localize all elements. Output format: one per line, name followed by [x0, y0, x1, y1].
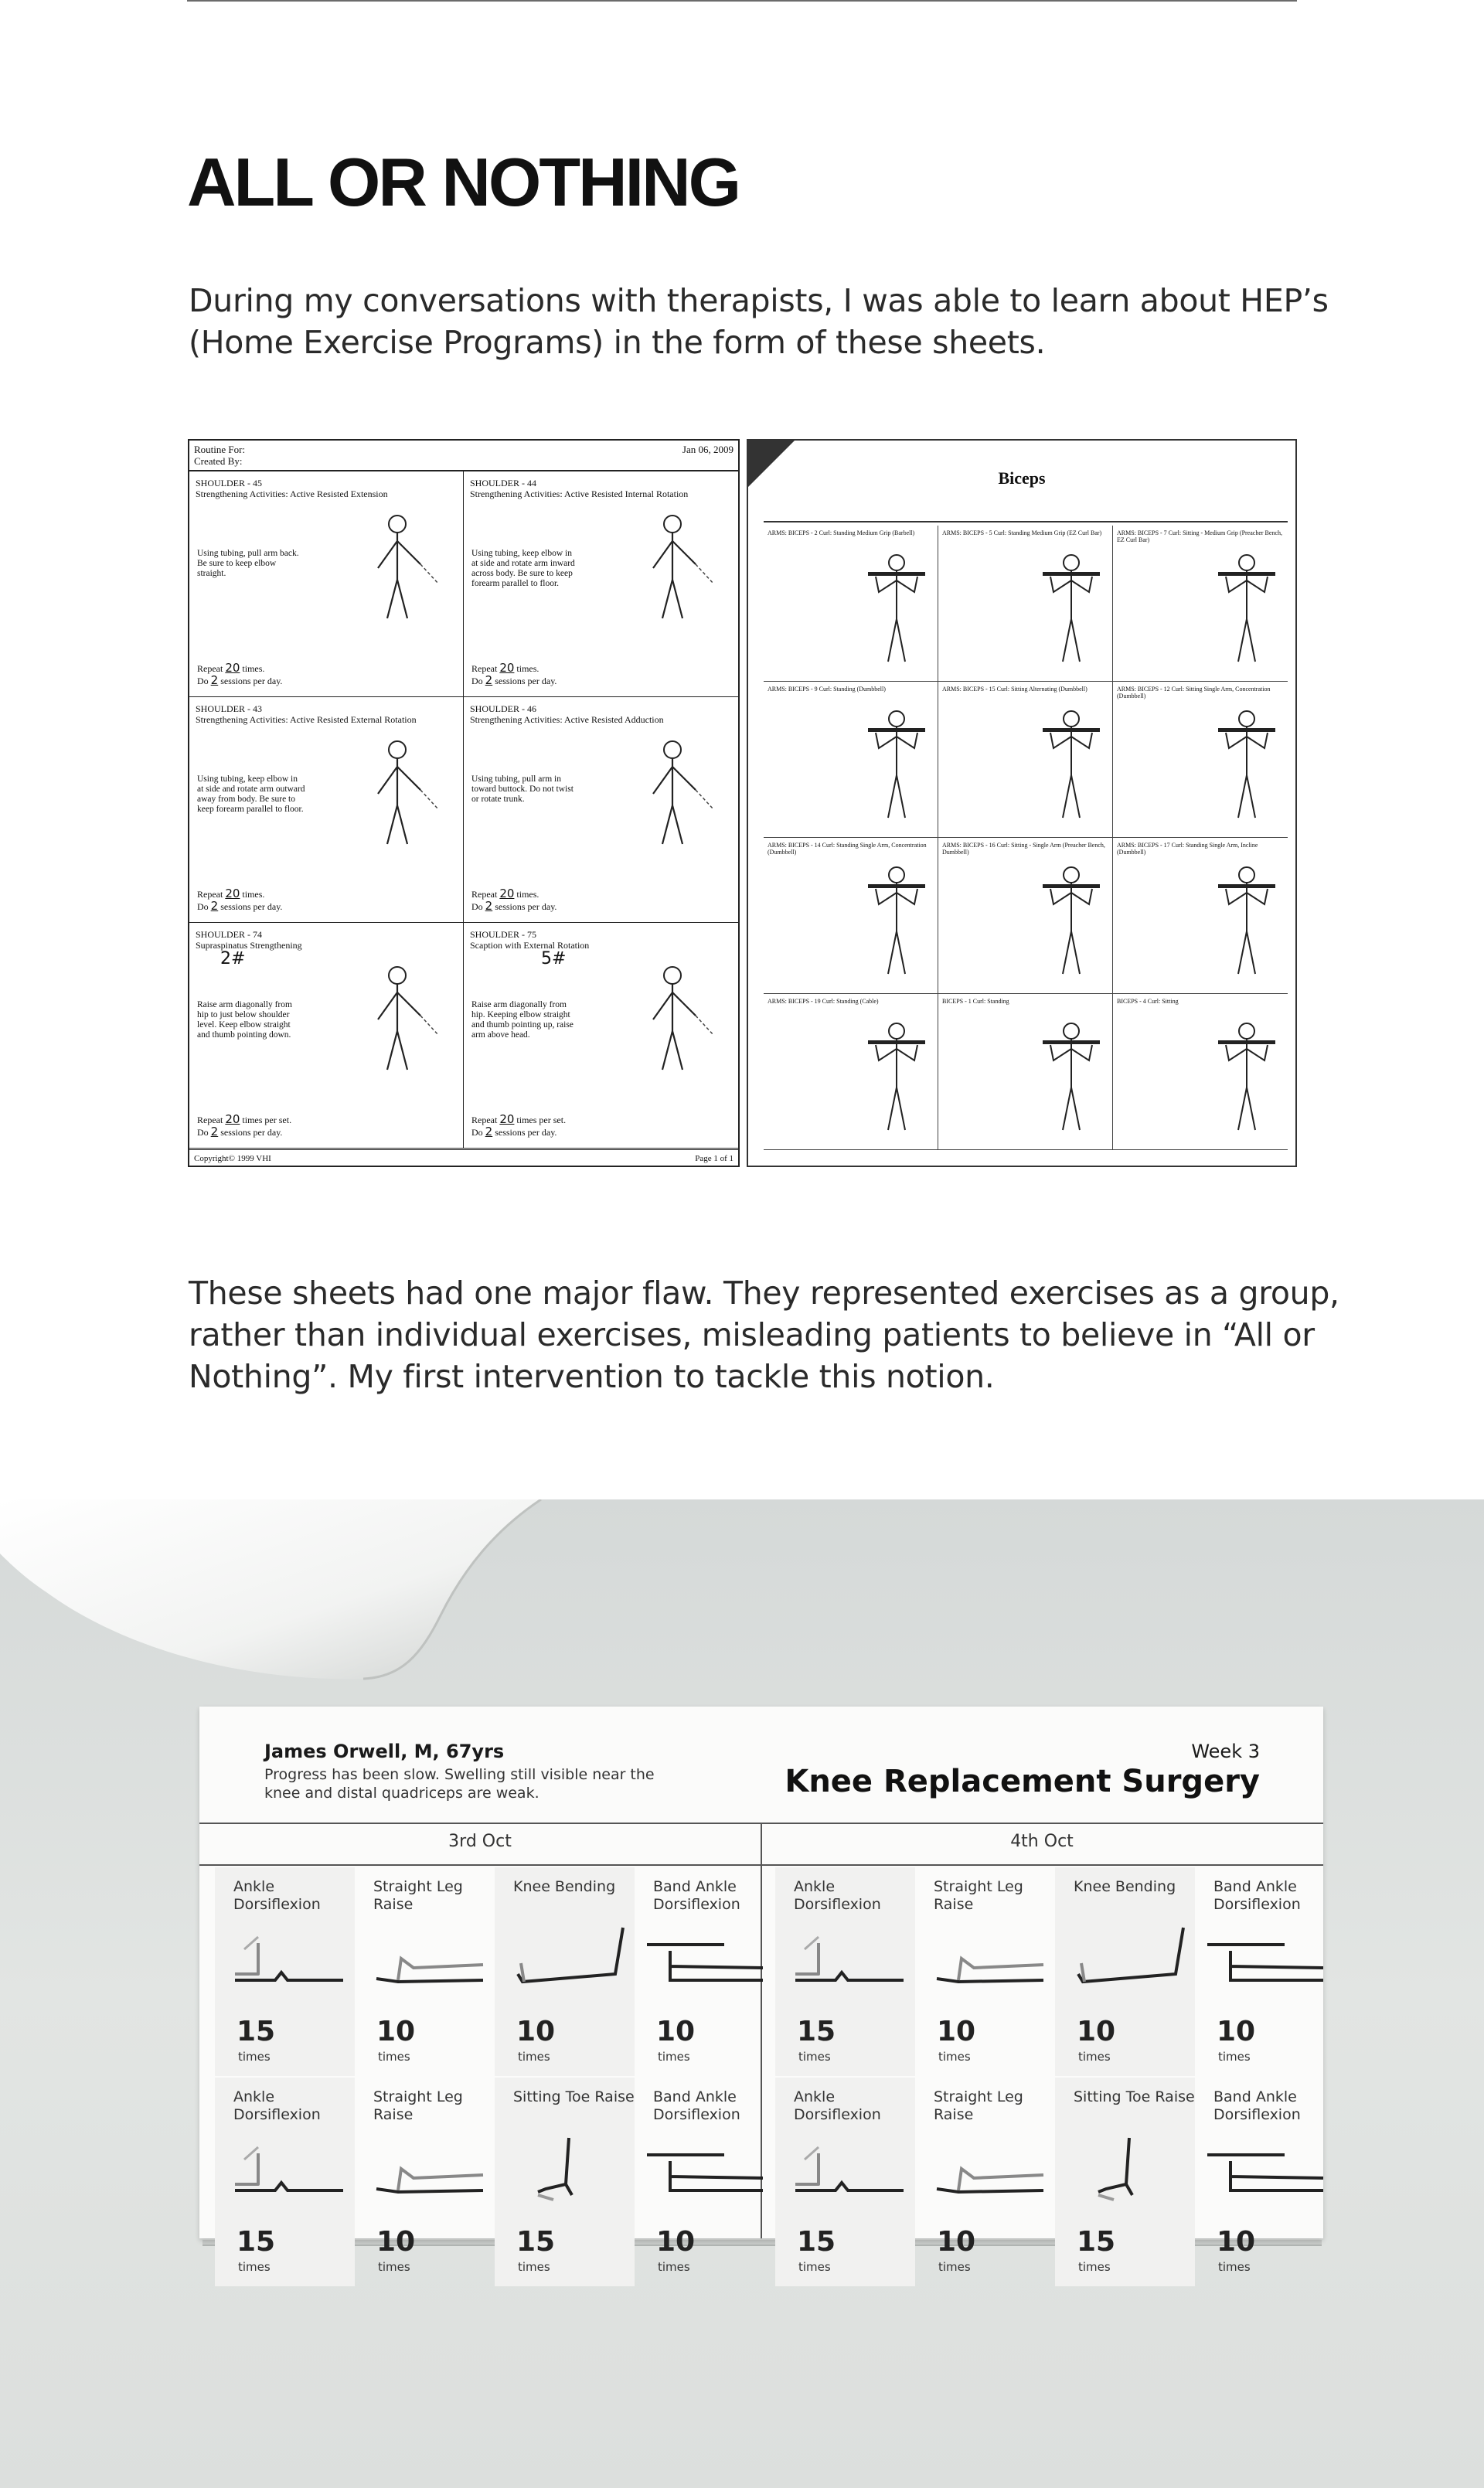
exercise-tile[interactable]	[1195, 2078, 1335, 2286]
exercise-name: Ankle Dorsiflexion	[794, 1878, 881, 1913]
biceps-exercise-cell	[764, 526, 938, 682]
times-label: times	[1218, 2050, 1251, 2064]
exercise-tile[interactable]	[495, 1867, 635, 2076]
surgery-title: Knee Replacement Surgery	[785, 1764, 1260, 1799]
repetition-info	[197, 1114, 291, 1138]
repetition-count: 15	[797, 2016, 836, 2047]
biceps-exercise-title: ARMS: BICEPS - 16 Curl: Sitting - Single Arm (Preacher Bench, Dumbbell)	[942, 842, 1105, 856]
leg-exercise-icon	[507, 1920, 631, 1997]
times-label: times	[518, 2260, 550, 2274]
exercise-tile[interactable]	[635, 1867, 774, 2076]
leg-exercise-icon	[788, 2130, 911, 2207]
repeat-count: 20	[499, 661, 515, 675]
times-label: times	[378, 2260, 410, 2274]
biceps-figure-icon	[1212, 546, 1281, 669]
exercise-name: Sitting Toe Raise	[513, 2088, 635, 2105]
leg-exercise-icon	[367, 1920, 491, 1997]
exercise-card	[199, 1707, 1323, 2274]
repeat-count: 20	[499, 1112, 515, 1126]
repeat-unit: times.	[516, 663, 539, 674]
leg-exercise-icon	[1207, 1920, 1331, 1997]
shoulder-exercise-cell	[189, 697, 464, 923]
exercise-name: Sitting Toe Raise	[1074, 2088, 1195, 2105]
leg-exercise-icon	[647, 1920, 771, 1997]
repetition-count: 15	[237, 2016, 276, 2047]
exercise-tile[interactable]	[635, 2078, 774, 2286]
exercise-name: Knee Bending	[1074, 1878, 1176, 1895]
created-label: Created By:	[194, 455, 243, 467]
biceps-exercise-title: ARMS: BICEPS - 7 Curl: Sitting - Medium Grip (Preacher Bench, EZ Curl Bar)	[1117, 529, 1282, 543]
times-label: times	[658, 2050, 690, 2064]
times-label: times	[238, 2260, 271, 2274]
shoulder-exercise-cell	[464, 471, 738, 697]
biceps-exercise-title: BICEPS - 4 Curl: Sitting	[1117, 998, 1179, 1005]
times-label: times	[798, 2050, 831, 2064]
exercise-code: SHOULDER - 46	[470, 703, 536, 714]
do-label: Do	[471, 676, 483, 686]
exercise-tile[interactable]	[1055, 1867, 1195, 2076]
biceps-figure-icon	[1036, 702, 1106, 825]
page-title: ALL OR NOTHING	[187, 144, 740, 220]
repetition-count: 15	[1077, 2226, 1116, 2258]
biceps-exercise-cell	[938, 526, 1113, 682]
exercise-subtitle: Strengthening Activities: Active Resisted Internal Rotation	[470, 488, 689, 499]
times-label: times	[938, 2050, 971, 2064]
copyright: Copyright© 1999 VHI	[194, 1154, 271, 1163]
do-label: Do	[197, 901, 209, 912]
repetition-count: 10	[937, 2016, 976, 2047]
biceps-figure-icon	[1212, 1014, 1281, 1138]
repetition-count: 15	[516, 2226, 556, 2258]
shoulder-exercise-cell	[464, 923, 738, 1149]
biceps-exercise-title: ARMS: BICEPS - 17 Curl: Standing Single Arm, Incline (Dumbbell)	[1117, 842, 1258, 856]
biceps-exercise-cell	[1113, 838, 1288, 994]
repetition-info	[471, 1114, 566, 1138]
session-unit: sessions per day.	[220, 1127, 283, 1138]
repetition-count: 10	[1217, 2226, 1256, 2258]
do-label: Do	[471, 901, 483, 912]
hep-sheet-biceps	[747, 439, 1297, 1167]
repetition-count: 10	[656, 2016, 696, 2047]
leg-exercise-icon	[647, 2130, 771, 2207]
exercise-name: Band Ankle Dorsiflexion	[1213, 2088, 1301, 2123]
repetition-count: 15	[797, 2226, 836, 2258]
biceps-figure-icon	[862, 702, 931, 825]
biceps-title-rule	[764, 521, 1288, 522]
biceps-figure-icon	[1036, 858, 1106, 982]
top-divider	[187, 0, 1297, 2]
progress-note: Progress has been slow. Swelling still visible near the knee and distal quadriceps are weak.	[264, 1766, 655, 1802]
flaw-paragraph: These sheets had one major flaw. They represented exercises as a group, rather than individual exercises, misleading patients to believe in “All or Nothing”. My first intervention to tackle this notion.	[189, 1275, 1339, 1395]
biceps-exercise-title: ARMS: BICEPS - 2 Curl: Standing Medium Grip (Barbell)	[768, 529, 915, 536]
exercise-tile[interactable]	[1195, 1867, 1335, 2076]
biceps-figure-icon	[1212, 858, 1281, 982]
exercise-tile[interactable]	[215, 2078, 355, 2286]
session-unit: sessions per day.	[220, 901, 283, 912]
biceps-exercise-title: ARMS: BICEPS - 5 Curl: Standing Medium Grip (EZ Curl Bar)	[942, 529, 1102, 536]
repetition-info	[471, 888, 556, 913]
do-label: Do	[197, 676, 209, 686]
times-label: times	[378, 2050, 410, 2064]
exercise-name: Ankle Dorsiflexion	[233, 1878, 321, 1913]
exercise-subtitle: Strengthening Activities: Active Resisted Extension	[196, 488, 388, 499]
patient-name: James Orwell, M, 67yrs	[264, 1741, 505, 1762]
exercise-instructions: Using tubing, keep elbow in at side and rotate arm inward across body. Be sure to keep forearm parallel to floor.	[471, 549, 575, 588]
repetition-count: 10	[1077, 2016, 1116, 2047]
exercise-subtitle: Strengthening Activities: Active Resisted Adduction	[470, 714, 664, 725]
times-label: times	[518, 2050, 550, 2064]
leg-exercise-icon	[367, 2130, 491, 2207]
biceps-exercise-cell	[938, 682, 1113, 838]
biceps-figure-icon	[862, 1014, 931, 1138]
exercise-name: Straight Leg Raise	[373, 1878, 463, 1913]
repetition-count: 10	[376, 2016, 416, 2047]
biceps-exercise-title: ARMS: BICEPS - 14 Curl: Standing Single Arm, Concentration (Dumbbell)	[768, 842, 927, 856]
repetition-count: 10	[376, 2226, 416, 2258]
leg-exercise-icon	[1067, 1920, 1191, 1997]
exercise-name: Ankle Dorsiflexion	[233, 2088, 321, 2123]
exercise-name: Knee Bending	[513, 1878, 616, 1895]
exercise-tile[interactable]	[775, 1867, 915, 2076]
leg-exercise-icon	[1207, 2130, 1331, 2207]
exercise-name: Straight Leg Raise	[934, 2088, 1023, 2123]
biceps-exercise-cell	[764, 994, 938, 1150]
exercise-figure-icon	[355, 510, 440, 626]
repetition-count: 10	[516, 2016, 556, 2047]
session-unit: sessions per day.	[495, 901, 557, 912]
repeat-count: 20	[499, 887, 515, 900]
shoulder-exercise-cell	[189, 923, 464, 1149]
times-label: times	[1078, 2050, 1111, 2064]
exercise-tile[interactable]	[915, 2078, 1055, 2286]
exercise-name: Band Ankle Dorsiflexion	[1213, 1878, 1301, 1913]
repetition-count: 10	[937, 2226, 976, 2258]
exercise-subtitle: Scaption with External Rotation	[470, 940, 590, 951]
session-unit: sessions per day.	[220, 676, 283, 686]
exercise-figure-icon	[355, 962, 440, 1077]
repeat-label: Repeat	[471, 889, 498, 900]
biceps-exercise-cell	[1113, 994, 1288, 1150]
repeat-unit: times per set.	[516, 1115, 567, 1125]
exercise-name: Straight Leg Raise	[934, 1878, 1023, 1913]
biceps-exercise-title: ARMS: BICEPS - 19 Curl: Standing (Cable)	[768, 998, 879, 1005]
biceps-exercise-title: BICEPS - 1 Curl: Standing	[942, 998, 1009, 1005]
repetition-info	[197, 662, 282, 687]
exercise-tile[interactable]	[1055, 2078, 1195, 2286]
biceps-exercise-title: ARMS: BICEPS - 15 Curl: Sitting Alternating (Dumbbell)	[942, 686, 1087, 693]
biceps-exercise-cell	[1113, 682, 1288, 838]
day-label-2: 4th Oct	[1010, 1832, 1074, 1851]
exercise-code: SHOULDER - 75	[470, 929, 536, 940]
times-label: times	[1078, 2260, 1111, 2274]
shoulder-exercise-grid	[189, 471, 738, 1149]
biceps-exercise-cell	[764, 838, 938, 994]
session-count: 2	[210, 1125, 219, 1138]
exercise-figure-icon	[630, 510, 715, 626]
exercise-name: Band Ankle Dorsiflexion	[653, 1878, 740, 1913]
do-label: Do	[471, 1127, 483, 1138]
repetition-info	[197, 888, 282, 913]
exercise-code: SHOULDER - 45	[196, 478, 262, 488]
leg-exercise-icon	[227, 2130, 351, 2207]
exercise-code: SHOULDER - 44	[470, 478, 536, 488]
repeat-count: 20	[225, 661, 240, 675]
shoulder-exercise-cell	[464, 697, 738, 923]
do-label: Do	[197, 1127, 209, 1138]
exercise-instructions: Using tubing, pull arm back. Be sure to keep elbow straight.	[197, 549, 299, 578]
exercise-name: Straight Leg Raise	[373, 2088, 463, 2123]
biceps-exercise-cell	[1113, 526, 1288, 682]
exercise-instructions: Using tubing, keep elbow in at side and rotate arm outward away from body. Be sure to keep forearm parallel to floor.	[197, 774, 305, 814]
repeat-unit: times.	[516, 889, 539, 900]
sheet-header	[194, 444, 733, 467]
exercise-tile[interactable]	[355, 2078, 495, 2286]
repeat-label: Repeat	[197, 889, 223, 900]
weight-note: 2#	[220, 949, 246, 968]
sheet-footer-rule	[189, 1149, 738, 1151]
exercise-figure-icon	[355, 736, 440, 852]
biceps-exercise-cell	[938, 994, 1113, 1150]
biceps-figure-icon	[1036, 546, 1106, 669]
times-label: times	[1218, 2260, 1251, 2274]
biceps-exercise-cell	[938, 838, 1113, 994]
exercise-tile[interactable]	[355, 1867, 495, 2076]
repetition-count: 15	[237, 2226, 276, 2258]
intro-paragraph: During my conversations with therapists, I was able to learn about HEP’s (Home Exercise Programs) in the form of these sheets.	[189, 282, 1329, 361]
biceps-figure-icon	[862, 858, 931, 982]
session-unit: sessions per day.	[495, 676, 557, 686]
session-count: 2	[485, 899, 493, 913]
repetition-count: 10	[656, 2226, 696, 2258]
routine-label: Routine For:	[194, 444, 246, 455]
exercise-code: SHOULDER - 74	[196, 929, 262, 940]
weight-note: 5#	[541, 949, 567, 968]
times-label: times	[658, 2260, 690, 2274]
exercise-subtitle: Strengthening Activities: Active Resisted External Rotation	[196, 714, 417, 725]
session-count: 2	[485, 673, 493, 687]
repeat-unit: times.	[242, 663, 265, 674]
card-photo	[0, 1499, 1484, 2488]
biceps-exercise-grid	[764, 526, 1288, 1150]
repeat-count: 20	[225, 887, 240, 900]
paper-curl-graphic	[0, 1499, 587, 1731]
day-label-1: 3rd Oct	[448, 1832, 512, 1851]
sheet-footer	[194, 1154, 733, 1163]
session-count: 2	[210, 899, 219, 913]
exercise-subtitle: Supraspinatus Strengthening	[196, 940, 302, 951]
leg-exercise-icon	[227, 1920, 351, 1997]
exercise-instructions: Raise arm diagonally from hip to just below shoulder level. Keep elbow straight and thumb pointing down.	[197, 1000, 292, 1040]
exercise-tile[interactable]	[775, 2078, 915, 2286]
times-label: times	[938, 2260, 971, 2274]
biceps-exercise-title: ARMS: BICEPS - 9 Curl: Standing (Dumbbell)	[768, 686, 886, 693]
biceps-exercise-cell	[764, 682, 938, 838]
exercise-tile[interactable]	[215, 1867, 355, 2076]
exercise-tile[interactable]	[915, 1867, 1055, 2076]
repeat-count: 20	[225, 1112, 240, 1126]
page-number: Page 1 of 1	[695, 1154, 733, 1163]
biceps-figure-icon	[862, 546, 931, 669]
exercise-figure-icon	[630, 962, 715, 1077]
leg-exercise-icon	[928, 2130, 1051, 2207]
sheet-date: Jan 06, 2009	[682, 444, 733, 455]
exercise-instructions: Raise arm diagonally from hip. Keeping elbow straight and thumb pointing up, raise arm above head.	[471, 1000, 574, 1040]
repeat-label: Repeat	[471, 663, 498, 674]
session-count: 2	[210, 673, 219, 687]
leg-exercise-icon	[507, 2130, 631, 2207]
session-unit: sessions per day.	[495, 1127, 557, 1138]
exercise-name: Band Ankle Dorsiflexion	[653, 2088, 740, 2123]
exercise-code: SHOULDER - 43	[196, 703, 262, 714]
repeat-label: Repeat	[471, 1115, 498, 1125]
biceps-title: Biceps	[998, 468, 1046, 488]
times-label: times	[798, 2260, 831, 2274]
repeat-unit: times per set.	[242, 1115, 292, 1125]
biceps-figure-icon	[1036, 1014, 1106, 1138]
exercise-name: Ankle Dorsiflexion	[794, 2088, 881, 2123]
exercise-figure-icon	[630, 736, 715, 852]
repeat-label: Repeat	[197, 663, 223, 674]
times-label: times	[238, 2050, 271, 2064]
session-count: 2	[485, 1125, 493, 1138]
leg-exercise-icon	[928, 1920, 1051, 1997]
biceps-exercise-title: ARMS: BICEPS - 12 Curl: Sitting Single Arm, Concentration (Dumbbell)	[1117, 686, 1271, 699]
repetition-info	[471, 662, 556, 687]
biceps-figure-icon	[1212, 702, 1281, 825]
repetition-count: 10	[1217, 2016, 1256, 2047]
hep-sheet-shoulder	[188, 439, 740, 1167]
exercise-instructions: Using tubing, pull arm in toward buttock. Do not twist or rotate trunk.	[471, 774, 574, 804]
repeat-label: Repeat	[197, 1115, 223, 1125]
week-label: Week 3	[1191, 1741, 1260, 1762]
leg-exercise-icon	[1067, 2130, 1191, 2207]
leg-exercise-icon	[788, 1920, 911, 1997]
shoulder-exercise-cell	[189, 471, 464, 697]
exercise-tile[interactable]	[495, 2078, 635, 2286]
repeat-unit: times.	[242, 889, 265, 900]
